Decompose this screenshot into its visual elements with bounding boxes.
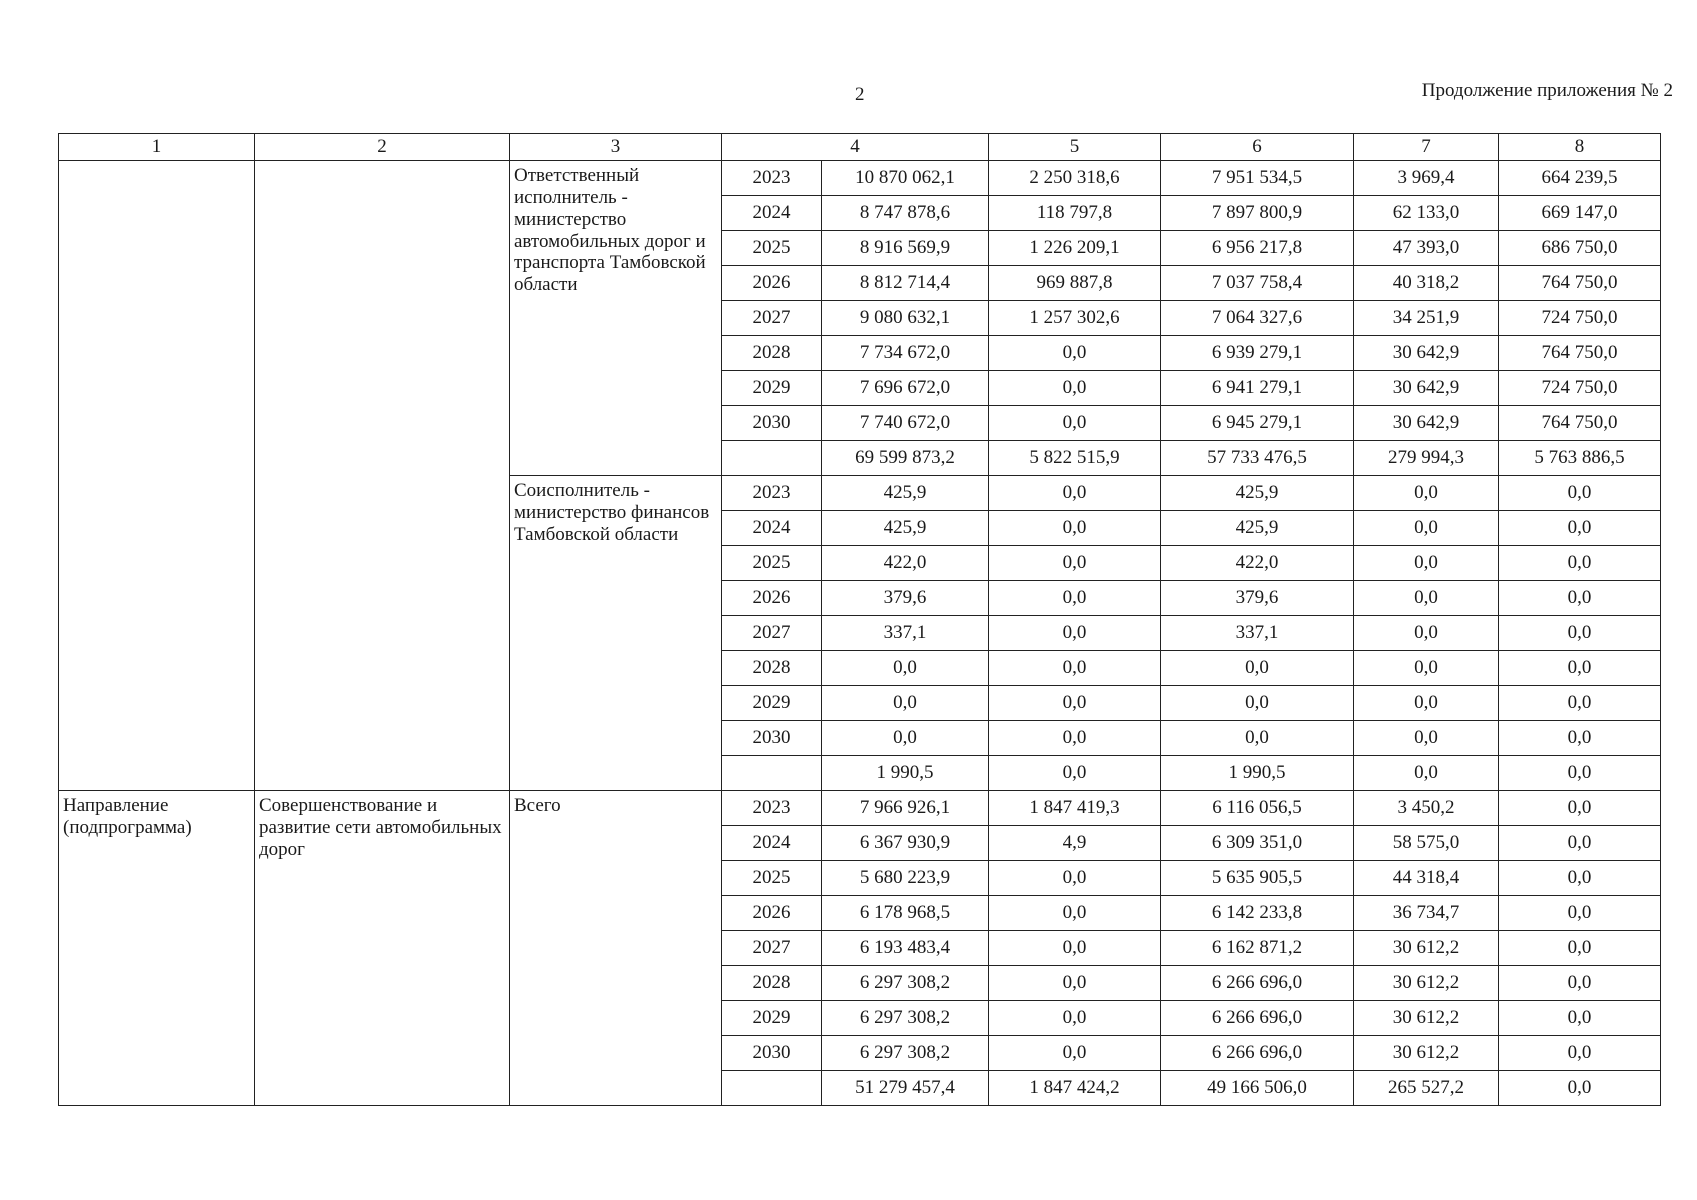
federal-cell: 0,0 (989, 371, 1161, 406)
federal-cell: 969 887,8 (989, 266, 1161, 301)
local-cell: 0,0 (1354, 651, 1499, 686)
column-header-6: 6 (1161, 134, 1354, 161)
local-cell: 279 994,3 (1354, 441, 1499, 476)
regional-cell: 379,6 (1161, 581, 1354, 616)
year-cell: 2027 (722, 616, 822, 651)
total-cell: 6 297 308,2 (822, 1036, 989, 1071)
federal-cell: 1 847 419,3 (989, 791, 1161, 826)
federal-cell: 0,0 (989, 476, 1161, 511)
regional-cell: 7 951 534,5 (1161, 161, 1354, 196)
budget-table (58, 133, 1661, 1106)
extra-budget-cell: 664 239,5 (1499, 161, 1661, 196)
column-header-5: 5 (989, 134, 1161, 161)
regional-cell: 6 266 696,0 (1161, 1036, 1354, 1071)
extra-budget-cell: 0,0 (1499, 1036, 1661, 1071)
year-cell: 2030 (722, 721, 822, 756)
column-header-1: 1 (59, 134, 255, 161)
extra-budget-cell: 764 750,0 (1499, 336, 1661, 371)
regional-cell: 57 733 476,5 (1161, 441, 1354, 476)
year-cell: 2023 (722, 161, 822, 196)
regional-cell: 7 064 327,6 (1161, 301, 1354, 336)
extra-budget-cell: 0,0 (1499, 791, 1661, 826)
federal-cell: 0,0 (989, 336, 1161, 371)
year-cell: 2027 (722, 931, 822, 966)
total-cell: 425,9 (822, 511, 989, 546)
regional-cell: 0,0 (1161, 721, 1354, 756)
column-header-8: 8 (1499, 134, 1661, 161)
direction-cell (59, 161, 255, 791)
regional-cell: 6 939 279,1 (1161, 336, 1354, 371)
page-number: 2 (855, 84, 865, 105)
regional-cell: 6 116 056,5 (1161, 791, 1354, 826)
federal-cell: 0,0 (989, 406, 1161, 441)
extra-budget-cell: 686 750,0 (1499, 231, 1661, 266)
total-cell: 6 297 308,2 (822, 966, 989, 1001)
year-cell (722, 1071, 822, 1106)
extra-budget-cell: 0,0 (1499, 826, 1661, 861)
total-cell: 6 178 968,5 (822, 896, 989, 931)
executor-cell: Всего (510, 791, 722, 1106)
local-cell: 30 642,9 (1354, 371, 1499, 406)
total-cell: 7 696 672,0 (822, 371, 989, 406)
federal-cell: 1 226 209,1 (989, 231, 1161, 266)
federal-cell: 0,0 (989, 931, 1161, 966)
total-cell: 379,6 (822, 581, 989, 616)
local-cell: 30 612,2 (1354, 931, 1499, 966)
local-cell: 58 575,0 (1354, 826, 1499, 861)
federal-cell: 0,0 (989, 896, 1161, 931)
regional-cell: 1 990,5 (1161, 756, 1354, 791)
local-cell: 0,0 (1354, 546, 1499, 581)
federal-cell: 0,0 (989, 966, 1161, 1001)
year-cell: 2029 (722, 371, 822, 406)
total-cell: 422,0 (822, 546, 989, 581)
executor-cell: Соисполнитель - министерство финансов Тамбовской области (510, 476, 722, 791)
local-cell: 34 251,9 (1354, 301, 1499, 336)
federal-cell: 1 847 424,2 (989, 1071, 1161, 1106)
local-cell: 3 450,2 (1354, 791, 1499, 826)
year-cell (722, 441, 822, 476)
federal-cell: 0,0 (989, 546, 1161, 581)
year-cell: 2030 (722, 406, 822, 441)
local-cell: 30 642,9 (1354, 336, 1499, 371)
total-cell: 7 740 672,0 (822, 406, 989, 441)
regional-cell: 425,9 (1161, 476, 1354, 511)
extra-budget-cell: 0,0 (1499, 1001, 1661, 1036)
local-cell: 36 734,7 (1354, 896, 1499, 931)
year-cell: 2025 (722, 231, 822, 266)
local-cell: 30 642,9 (1354, 406, 1499, 441)
year-cell: 2030 (722, 1036, 822, 1071)
year-cell: 2028 (722, 651, 822, 686)
year-cell: 2029 (722, 1001, 822, 1036)
regional-cell: 6 309 351,0 (1161, 826, 1354, 861)
total-cell: 0,0 (822, 651, 989, 686)
extra-budget-cell: 0,0 (1499, 896, 1661, 931)
column-header-2: 2 (255, 134, 510, 161)
extra-budget-cell: 0,0 (1499, 581, 1661, 616)
regional-cell: 0,0 (1161, 651, 1354, 686)
local-cell: 0,0 (1354, 616, 1499, 651)
local-cell: 265 527,2 (1354, 1071, 1499, 1106)
extra-budget-cell: 0,0 (1499, 546, 1661, 581)
direction-cell: Направление (подпрограмма) (59, 791, 255, 1106)
federal-cell: 118 797,8 (989, 196, 1161, 231)
total-cell: 0,0 (822, 721, 989, 756)
year-cell: 2023 (722, 476, 822, 511)
year-cell: 2024 (722, 826, 822, 861)
regional-cell: 337,1 (1161, 616, 1354, 651)
regional-cell: 49 166 506,0 (1161, 1071, 1354, 1106)
regional-cell: 6 266 696,0 (1161, 1001, 1354, 1036)
total-cell: 8 812 714,4 (822, 266, 989, 301)
federal-cell: 4,9 (989, 826, 1161, 861)
extra-budget-cell: 724 750,0 (1499, 301, 1661, 336)
extra-budget-cell: 0,0 (1499, 616, 1661, 651)
year-cell: 2024 (722, 511, 822, 546)
executor-cell: Ответственный исполнитель - министерство автомобильных дорог и транспорта Тамбовской области (510, 161, 722, 476)
federal-cell: 0,0 (989, 721, 1161, 756)
local-cell: 30 612,2 (1354, 1001, 1499, 1036)
year-cell: 2028 (722, 966, 822, 1001)
extra-budget-cell: 0,0 (1499, 861, 1661, 896)
local-cell: 44 318,4 (1354, 861, 1499, 896)
year-cell: 2027 (722, 301, 822, 336)
local-cell: 0,0 (1354, 476, 1499, 511)
extra-budget-cell: 0,0 (1499, 686, 1661, 721)
extra-budget-cell: 0,0 (1499, 476, 1661, 511)
regional-cell: 7 037 758,4 (1161, 266, 1354, 301)
total-cell: 10 870 062,1 (822, 161, 989, 196)
federal-cell: 0,0 (989, 511, 1161, 546)
regional-cell: 6 162 871,2 (1161, 931, 1354, 966)
extra-budget-cell: 764 750,0 (1499, 266, 1661, 301)
total-cell: 6 367 930,9 (822, 826, 989, 861)
extra-budget-cell: 0,0 (1499, 651, 1661, 686)
regional-cell: 6 941 279,1 (1161, 371, 1354, 406)
regional-cell: 7 897 800,9 (1161, 196, 1354, 231)
continuation-label: Продолжение приложения № 2 (1421, 80, 1673, 101)
year-cell: 2028 (722, 336, 822, 371)
federal-cell: 0,0 (989, 1036, 1161, 1071)
federal-cell: 0,0 (989, 861, 1161, 896)
total-cell: 6 193 483,4 (822, 931, 989, 966)
total-cell: 69 599 873,2 (822, 441, 989, 476)
regional-cell: 6 956 217,8 (1161, 231, 1354, 266)
total-cell: 9 080 632,1 (822, 301, 989, 336)
federal-cell: 0,0 (989, 1001, 1161, 1036)
column-header-4: 4 (722, 134, 989, 161)
regional-cell: 422,0 (1161, 546, 1354, 581)
federal-cell: 0,0 (989, 616, 1161, 651)
year-cell: 2025 (722, 546, 822, 581)
federal-cell: 0,0 (989, 581, 1161, 616)
name-cell: Совершенствование и развитие сети автомобильных дорог (255, 791, 510, 1106)
extra-budget-cell: 724 750,0 (1499, 371, 1661, 406)
local-cell: 0,0 (1354, 756, 1499, 791)
year-cell: 2026 (722, 896, 822, 931)
total-cell: 425,9 (822, 476, 989, 511)
total-cell: 8 747 878,6 (822, 196, 989, 231)
name-cell (255, 161, 510, 791)
local-cell: 0,0 (1354, 511, 1499, 546)
local-cell: 30 612,2 (1354, 966, 1499, 1001)
table-row (59, 791, 1661, 826)
year-cell: 2023 (722, 791, 822, 826)
year-cell: 2026 (722, 266, 822, 301)
year-cell: 2026 (722, 581, 822, 616)
extra-budget-cell: 0,0 (1499, 756, 1661, 791)
local-cell: 30 612,2 (1354, 1036, 1499, 1071)
table-row (59, 161, 1661, 196)
regional-cell: 6 945 279,1 (1161, 406, 1354, 441)
federal-cell: 0,0 (989, 651, 1161, 686)
regional-cell: 0,0 (1161, 686, 1354, 721)
total-cell: 8 916 569,9 (822, 231, 989, 266)
total-cell: 6 297 308,2 (822, 1001, 989, 1036)
column-header-3: 3 (510, 134, 722, 161)
federal-cell: 5 822 515,9 (989, 441, 1161, 476)
local-cell: 0,0 (1354, 686, 1499, 721)
extra-budget-cell: 0,0 (1499, 1071, 1661, 1106)
extra-budget-cell: 0,0 (1499, 721, 1661, 756)
federal-cell: 0,0 (989, 756, 1161, 791)
extra-budget-cell: 0,0 (1499, 966, 1661, 1001)
federal-cell: 2 250 318,6 (989, 161, 1161, 196)
local-cell: 3 969,4 (1354, 161, 1499, 196)
extra-budget-cell: 0,0 (1499, 511, 1661, 546)
column-header-7: 7 (1354, 134, 1499, 161)
federal-cell: 0,0 (989, 686, 1161, 721)
total-cell: 337,1 (822, 616, 989, 651)
local-cell: 47 393,0 (1354, 231, 1499, 266)
extra-budget-cell: 5 763 886,5 (1499, 441, 1661, 476)
total-cell: 1 990,5 (822, 756, 989, 791)
total-cell: 5 680 223,9 (822, 861, 989, 896)
total-cell: 7 734 672,0 (822, 336, 989, 371)
total-cell: 51 279 457,4 (822, 1071, 989, 1106)
regional-cell: 425,9 (1161, 511, 1354, 546)
local-cell: 40 318,2 (1354, 266, 1499, 301)
regional-cell: 6 142 233,8 (1161, 896, 1354, 931)
extra-budget-cell: 669 147,0 (1499, 196, 1661, 231)
extra-budget-cell: 764 750,0 (1499, 406, 1661, 441)
year-cell: 2025 (722, 861, 822, 896)
year-cell: 2029 (722, 686, 822, 721)
federal-cell: 1 257 302,6 (989, 301, 1161, 336)
year-cell: 2024 (722, 196, 822, 231)
total-cell: 0,0 (822, 686, 989, 721)
local-cell: 0,0 (1354, 581, 1499, 616)
local-cell: 0,0 (1354, 721, 1499, 756)
regional-cell: 6 266 696,0 (1161, 966, 1354, 1001)
regional-cell: 5 635 905,5 (1161, 861, 1354, 896)
local-cell: 62 133,0 (1354, 196, 1499, 231)
total-cell: 7 966 926,1 (822, 791, 989, 826)
year-cell (722, 756, 822, 791)
extra-budget-cell: 0,0 (1499, 931, 1661, 966)
header-row (59, 134, 1661, 161)
